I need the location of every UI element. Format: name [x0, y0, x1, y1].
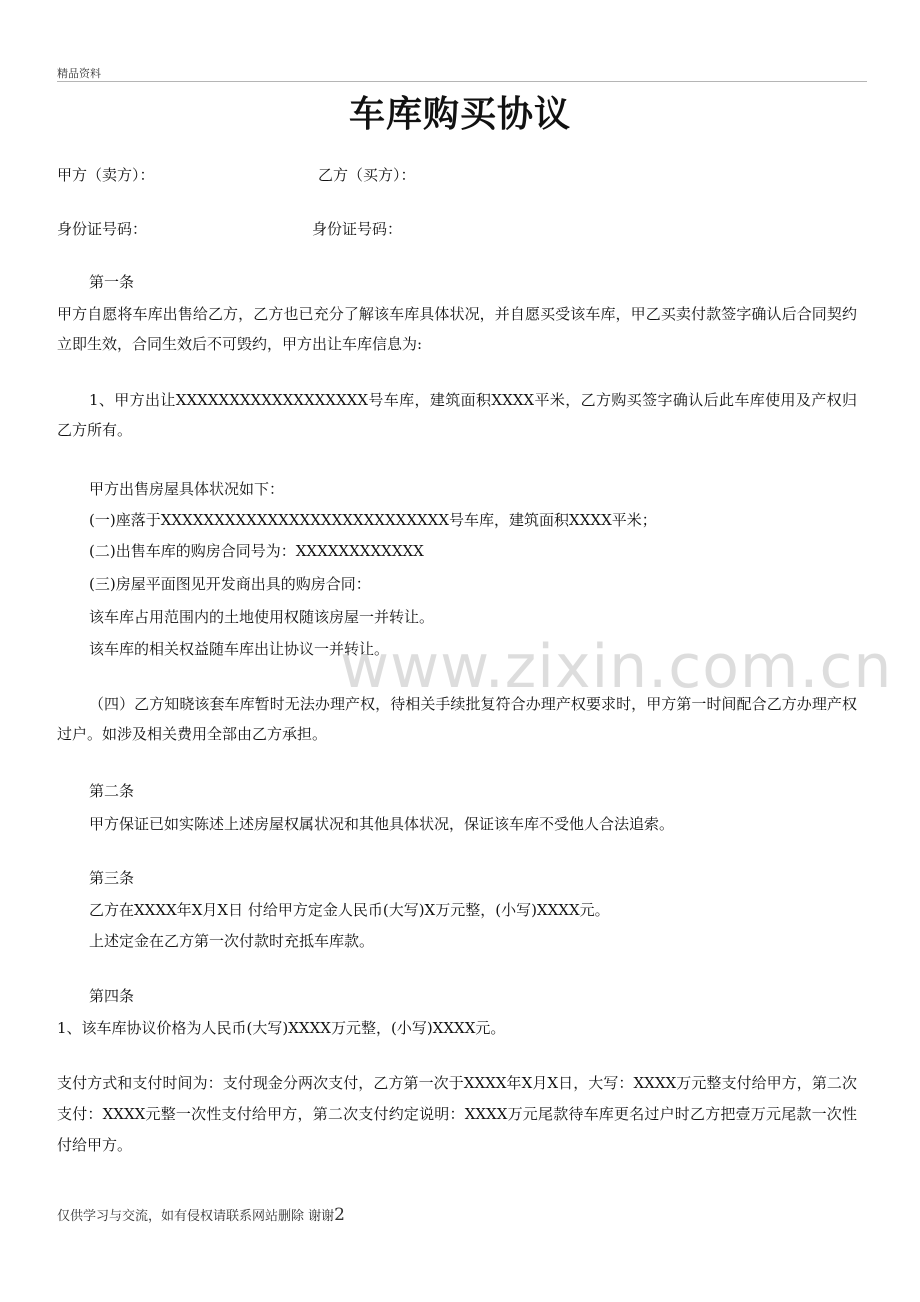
detail-rights: 该车库的相关权益随车库出让协议一并转让。 — [89, 640, 390, 658]
article-4-heading: 第四条 — [89, 987, 135, 1005]
document-title: 车库购买协议 — [348, 94, 571, 135]
header-divider — [57, 81, 867, 82]
article-4-price: 1、该车库协议价格为人民币(大写)XXXX万元整，(小写)XXXX元。 — [57, 1019, 506, 1037]
detail-contract-number: (二)出售车库的购房合同号为：XXXXXXXXXXXX — [89, 542, 424, 560]
details-heading: 甲方出售房屋具体状况如下： — [89, 480, 285, 498]
id-number-a-label: 身份证号码： — [57, 220, 148, 238]
article-3-heading: 第三条 — [89, 869, 135, 887]
article-1-heading: 第一条 — [89, 273, 135, 291]
article-2-text: 甲方保证已如实陈述上述房屋权属状况和其他具体状况，保证该车库不受他人合法追索。 — [89, 815, 675, 833]
party-a-label: 甲方（卖方）： — [57, 166, 155, 184]
detail-land-use: 该车库占用范围内的土地使用权随该房屋一并转让。 — [89, 608, 435, 626]
party-b-label: 乙方（买方）： — [318, 166, 416, 184]
header-label: 精品资料 — [57, 67, 101, 80]
article-1-intro: 甲方自愿将车库出售给乙方，乙方也已充分了解该车库具体状况，并自愿买受该车库，甲乙买卖付款签字确认后合同契约立即生效，合同生效后不可毁约，甲方出让车库信息为: — [57, 305, 857, 353]
page-number: 2 — [334, 1205, 345, 1225]
article-3-offset: 上述定金在乙方第一次付款时充抵车库款。 — [89, 932, 375, 950]
article-4-payment: 支付方式和支付时间为：支付现金分两次支付，乙方第一次于XXXX年X月X日，大写：XXXX万元整支付给甲方，第二次支付：XXXX元整一次性支付给甲方，第二次支付约定说明：XXXX万元尾款待车库更名过户时乙方把壹万元尾款一次性付给甲方。 — [57, 1074, 857, 1154]
id-number-b-label: 身份证号码： — [312, 220, 403, 238]
detail-property-rights: （四）乙方知晓该套车库暂时无法办理产权，待相关手续批复符合办理产权要求时，甲方第一时间配合乙方办理产权过户。如涉及相关费用全部由乙方承担。 — [57, 695, 857, 743]
detail-location: (一)座落于XXXXXXXXXXXXXXXXXXXXXXXXXXX号车库，建筑面积XXXX平米； — [89, 511, 657, 529]
watermark: www.zixin.com.cn — [340, 632, 893, 702]
footer — [57, 1205, 345, 1225]
detail-floor-plan: (三)房屋平面图见开发商出具的购房合同： — [89, 575, 371, 593]
article-3-deposit: 乙方在XXXX年X月X日 付给甲方定金人民币(大写)X万元整，(小写)XXXX元。 — [89, 901, 610, 919]
footer-text: 仅供学习与交流，如有侵权请联系网站删除 谢谢 — [57, 1209, 335, 1224]
article-2-heading: 第二条 — [89, 782, 135, 800]
article-1-item-1: 1、甲方出让XXXXXXXXXXXXXXXXXX号车库，建筑面积XXXX平米，乙方购买签字确认后此车库使用及产权归乙方所有。 — [57, 391, 857, 439]
